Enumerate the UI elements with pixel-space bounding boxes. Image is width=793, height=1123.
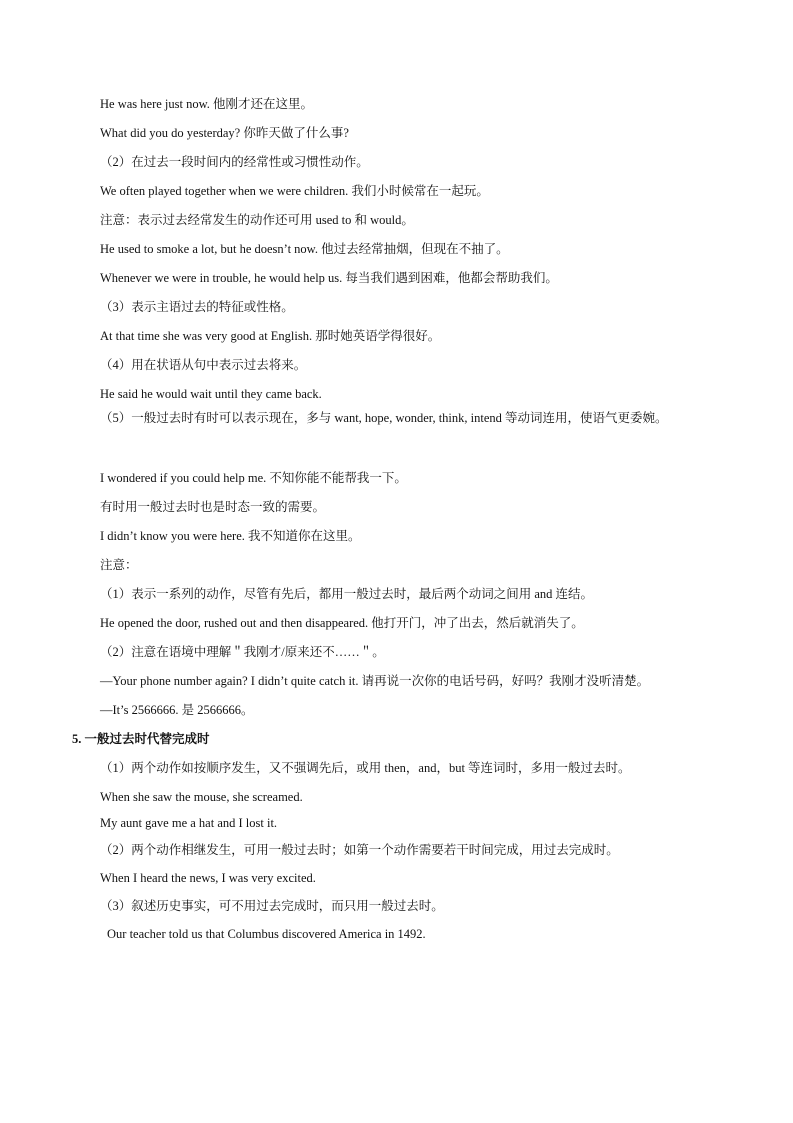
text-line: （2）两个动作相继发生，可用一般过去时；如第一个动作需要若干时间完成，用过去完成时。 bbox=[100, 843, 619, 857]
note-line: 注意： bbox=[100, 558, 138, 572]
text-line: （2）注意在语境中理解＂我刚才/原来还不……＂。 bbox=[100, 645, 385, 659]
text-line: （3）叙述历史事实，可不用过去完成时，而只用一般过去时。 bbox=[100, 899, 444, 913]
text-line: （1）表示一系列的动作，尽管有先后，都用一般过去时，最后两个动词之间用 and 连结。 bbox=[100, 587, 594, 601]
text-line: He was here just now. 他刚才还在这里。 bbox=[100, 97, 314, 111]
text-line: （4）用在状语从句中表示过去将来。 bbox=[100, 358, 307, 372]
text-line: I wondered if you could help me. 不知你能不能帮我一下。 bbox=[100, 471, 407, 485]
text-line: He opened the door, rushed out and then disappeared. 他打开门，冲了出去，然后就消失了。 bbox=[100, 616, 584, 630]
text-line: 有时用一般过去时也是时态一致的需要。 bbox=[100, 500, 326, 514]
text-line: When she saw the mouse, she screamed. bbox=[100, 790, 303, 804]
text-line: Whenever we were in trouble, he would help us. 每当我们遇到困难，他都会帮助我们。 bbox=[100, 271, 558, 285]
text-line: I didn’t know you were here. 我不知道你在这里。 bbox=[100, 529, 361, 543]
text-line: He said he would wait until they came back. bbox=[100, 387, 322, 401]
text-line: Our teacher told us that Columbus discovered America in 1492. bbox=[107, 927, 426, 941]
text-line: What did you do yesterday? 你昨天做了什么事? bbox=[100, 126, 349, 140]
text-line: My aunt gave me a hat and I lost it. bbox=[100, 816, 278, 830]
text-line: He used to smoke a lot, but he doesn’t now. 他过去经常抽烟，但现在不抽了。 bbox=[100, 242, 509, 256]
text-paragraph: （5）一般过去时有时可以表示现在，多与 want, hope, wonder, think, intend 等动词连用，使语气更委婉。 bbox=[100, 411, 668, 425]
dialogue-line: —It’s 2566666. 是 2566666。 bbox=[100, 703, 254, 717]
text-line: （1）两个动作如按顺序发生，又不强调先后，或用 then，and，but 等连词时，多用一般过去时。 bbox=[100, 761, 631, 775]
text-line: At that time she was very good at English. 那时她英语学得很好。 bbox=[100, 329, 441, 343]
text-line: When I heard the news, I was very excited. bbox=[100, 871, 316, 885]
text-line: （3）表示主语过去的特征或性格。 bbox=[100, 300, 294, 314]
note-line: 注意：表示过去经常发生的动作还可用 used to 和 would。 bbox=[100, 213, 414, 227]
dialogue-line: —Your phone number again? I didn’t quite catch it. 请再说一次你的电话号码，好吗？我刚才没听清楚。 bbox=[100, 674, 650, 688]
text-line: We often played together when we were children. 我们小时候常在一起玩。 bbox=[100, 184, 489, 198]
section-heading: 5. 一般过去时代替完成时 bbox=[72, 732, 210, 746]
text-line: （2）在过去一段时间内的经常性或习惯性动作。 bbox=[100, 155, 369, 169]
